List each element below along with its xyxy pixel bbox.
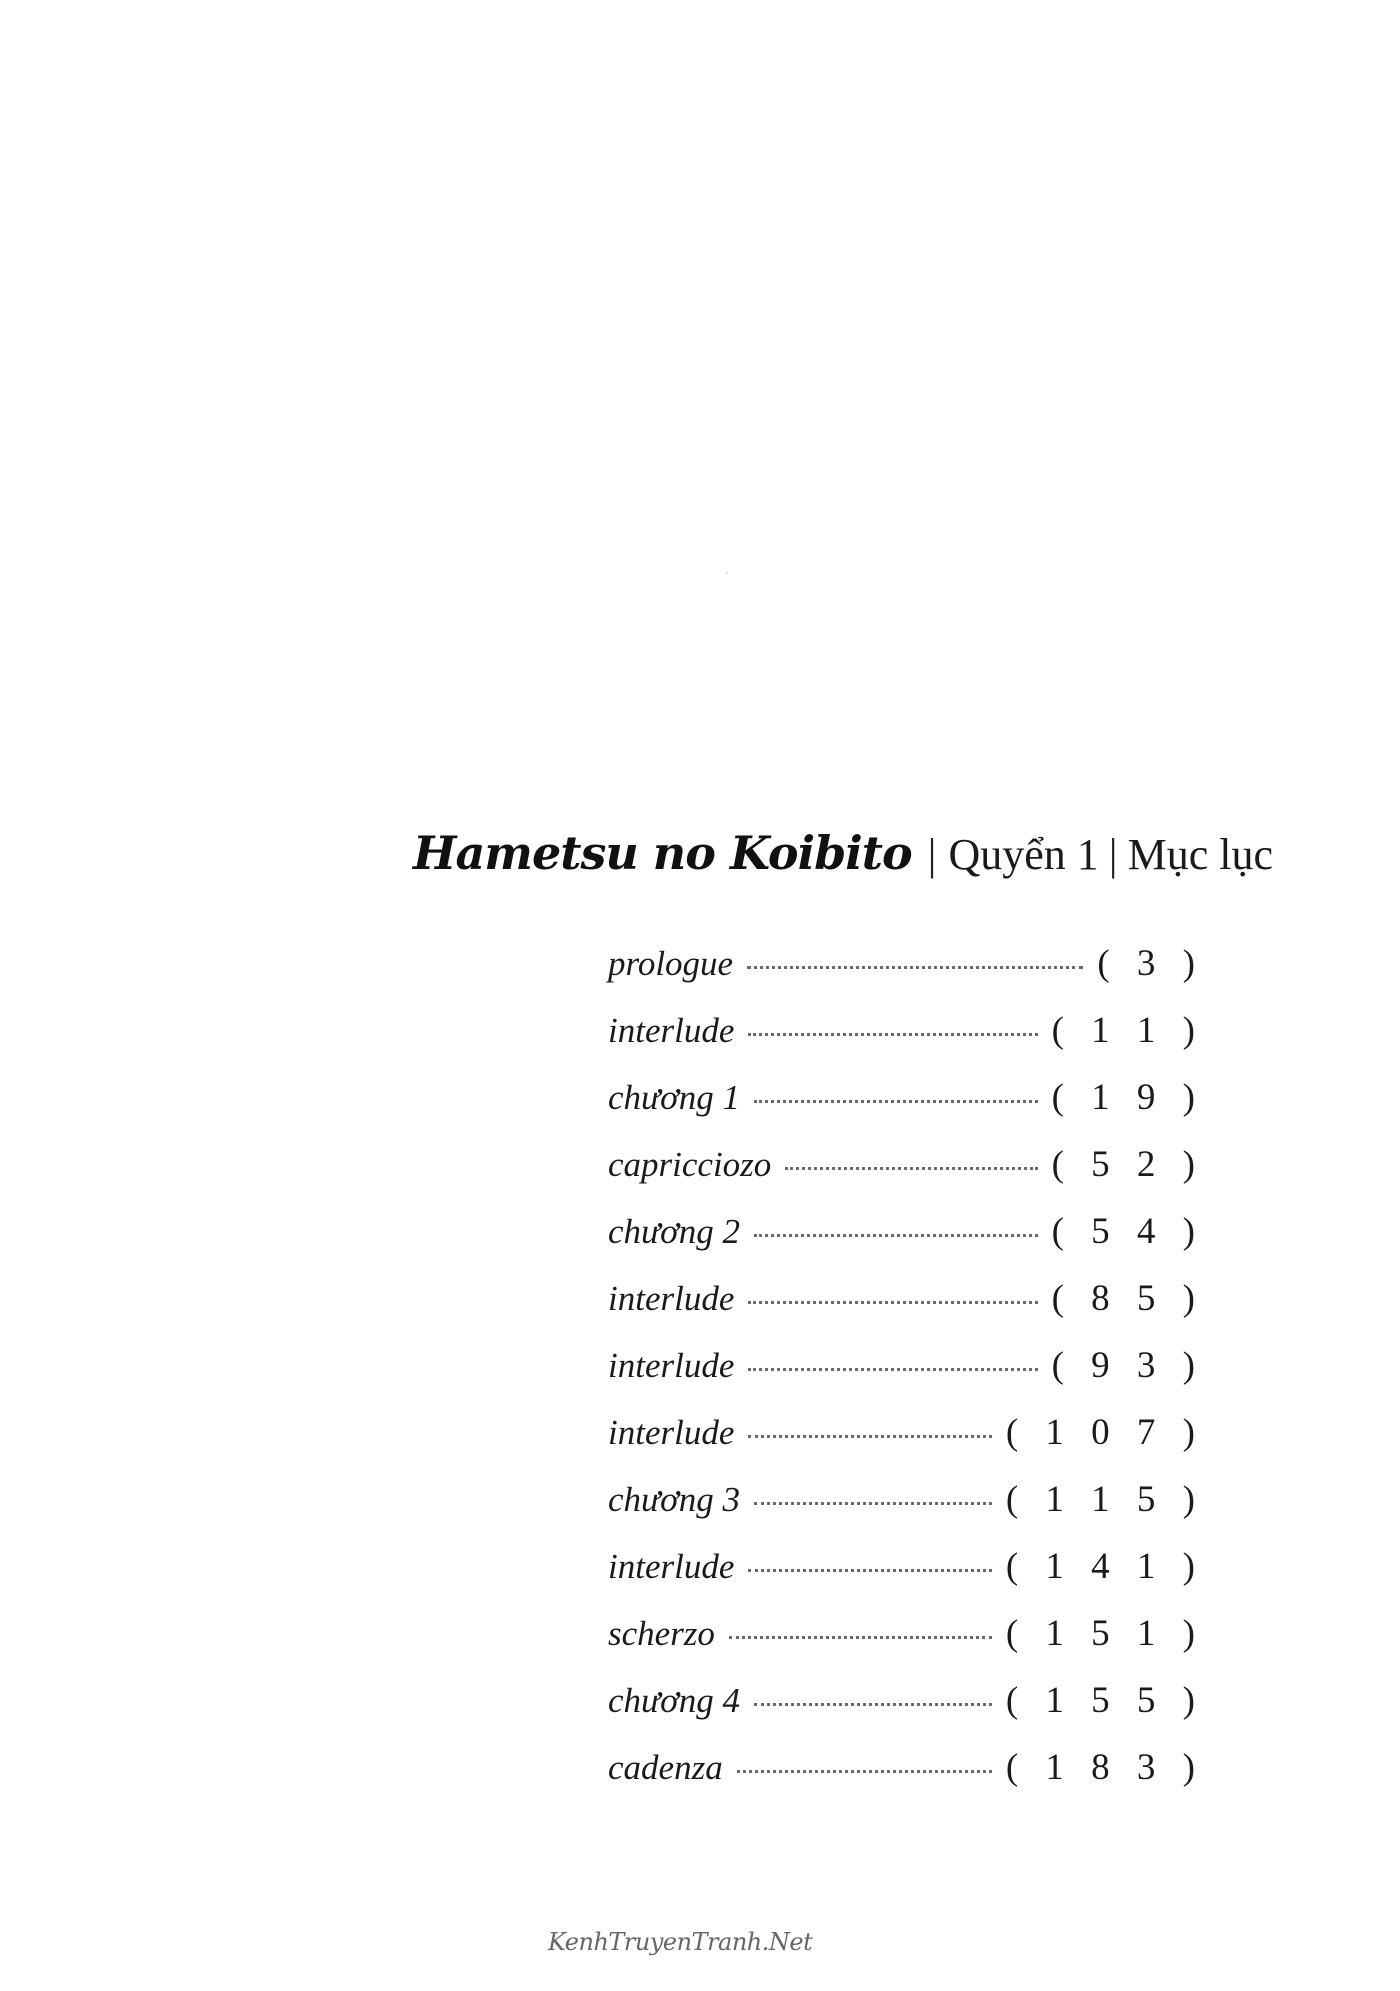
toc-entry-page: ( 9 3 ) <box>1051 1345 1204 1386</box>
dot-leader <box>785 1167 1037 1170</box>
dot-leader <box>754 1703 992 1706</box>
toc-entry-title: capricciozo <box>608 1144 772 1184</box>
toc-entry-title: chương 4 <box>608 1680 741 1720</box>
dot-leader <box>754 1100 1038 1103</box>
table-of-contents <box>608 930 1204 1801</box>
toc-entry-page: ( 1 8 3 ) <box>1005 1747 1204 1788</box>
dot-leader <box>737 1770 992 1773</box>
toc-entry-page: ( 1 4 1 ) <box>1005 1546 1204 1587</box>
series-title: Hametsu no Koibito <box>413 826 912 880</box>
toc-entry-title: chương 2 <box>608 1211 741 1251</box>
dot-leader <box>748 1033 1037 1036</box>
toc-entry-page: ( 1 1 ) <box>1051 1010 1204 1051</box>
toc-entry-title: prologue <box>608 943 734 983</box>
toc-entry-page: ( 1 5 1 ) <box>1005 1613 1204 1654</box>
heading-separator: | <box>1108 830 1118 879</box>
heading-separator: | <box>927 830 937 879</box>
toc-entry-page: ( 5 4 ) <box>1051 1211 1204 1252</box>
toc-entry <box>608 1667 1204 1734</box>
toc-entry-page: ( 3 ) <box>1097 943 1204 984</box>
toc-entry-title: chương 1 <box>608 1077 741 1117</box>
toc-entry-title: interlude <box>608 1278 735 1318</box>
toc-entry-page: ( 1 1 5 ) <box>1005 1479 1204 1520</box>
volume-label: Quyển 1 <box>948 830 1099 879</box>
toc-entry <box>608 1131 1204 1198</box>
toc-entry-title: chương 3 <box>608 1479 741 1519</box>
toc-entry <box>608 997 1204 1064</box>
toc-entry <box>608 1198 1204 1265</box>
toc-label: Mục lục <box>1127 830 1273 879</box>
toc-entry-title: interlude <box>608 1010 735 1050</box>
toc-entry <box>608 1332 1204 1399</box>
toc-entry <box>608 1600 1204 1667</box>
paper-speck <box>726 572 728 574</box>
page-heading <box>413 826 1273 896</box>
dot-leader <box>754 1234 1038 1237</box>
toc-entry-title: interlude <box>608 1546 735 1586</box>
dot-leader <box>747 966 1083 969</box>
dot-leader <box>754 1502 992 1505</box>
toc-entry-page: ( 1 0 7 ) <box>1005 1412 1204 1453</box>
toc-entry-title: scherzo <box>608 1613 715 1653</box>
toc-entry <box>608 1533 1204 1600</box>
toc-entry <box>608 1064 1204 1131</box>
toc-entry-page: ( 8 5 ) <box>1051 1278 1204 1319</box>
watermark: KenhTruyenTranh.Net <box>548 1928 813 1956</box>
toc-entry <box>608 930 1204 997</box>
dot-leader <box>748 1368 1037 1371</box>
dot-leader <box>748 1301 1037 1304</box>
toc-entry <box>608 1265 1204 1332</box>
toc-entry-title: interlude <box>608 1412 735 1452</box>
dot-leader <box>748 1435 991 1438</box>
toc-entry <box>608 1399 1204 1466</box>
toc-entry-title: interlude <box>608 1345 735 1385</box>
dot-leader <box>729 1636 992 1639</box>
toc-entry-title: cadenza <box>608 1747 723 1787</box>
toc-entry <box>608 1734 1204 1801</box>
toc-entry-page: ( 1 9 ) <box>1051 1077 1204 1118</box>
dot-leader <box>748 1569 991 1572</box>
toc-entry-page: ( 5 2 ) <box>1051 1144 1204 1185</box>
toc-entry <box>608 1466 1204 1533</box>
toc-entry-page: ( 1 5 5 ) <box>1005 1680 1204 1721</box>
